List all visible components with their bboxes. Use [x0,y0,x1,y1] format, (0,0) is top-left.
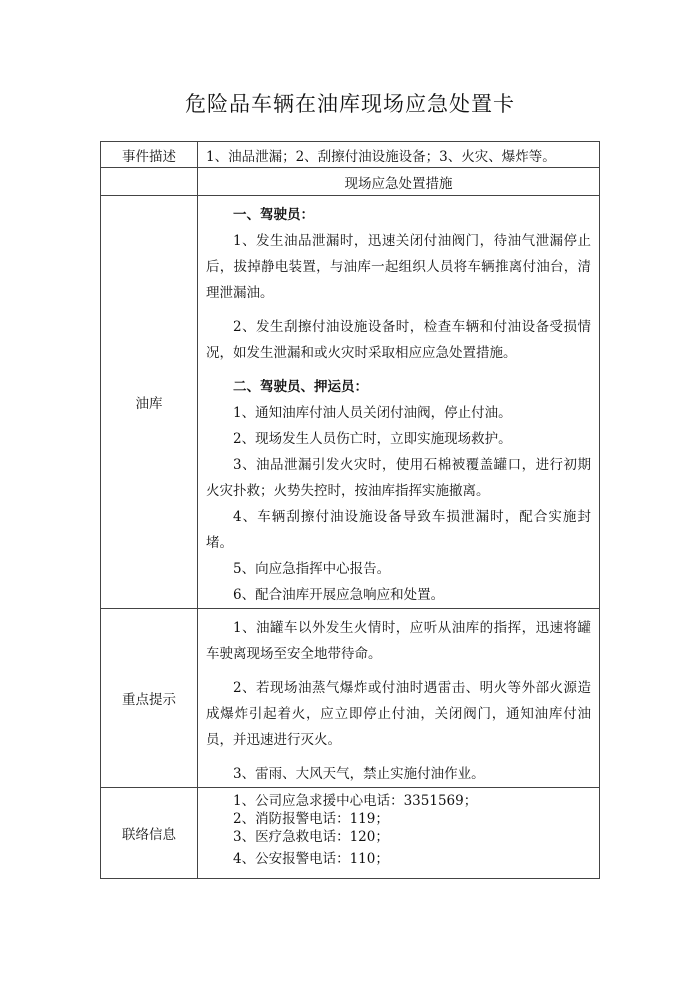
tip-item: 3、雷雨、大风天气，禁止实施付油作业。 [233,766,485,782]
section2-title: 二、驾驶员、押运员： [233,379,368,395]
tips-label: 重点提示 [101,609,198,788]
measures-header-row [101,168,600,196]
contact-label: 联络信息 [101,788,198,879]
contact-content [198,788,600,879]
event-row [101,142,600,168]
depot-row [101,196,600,609]
contact-row [101,788,600,879]
contact-item: 4、公安报警电话：110； [233,851,389,867]
section1-title: 一、驾驶员： [233,207,314,223]
section1-item: 2、发生刮擦付油设施设备时，检查车辆和付油设备受损情况，如发生泄漏和或火灾时采取相应应急处置措施。 [206,319,591,361]
measures-header: 现场应急处置措施 [198,168,600,196]
depot-label: 油库 [101,196,198,609]
section2-item: 6、配合油库开展应急响应和处置。 [233,587,445,603]
tip-item: 2、若现场油蒸气爆炸或付油时遇雷击、明火等外部火源造成爆炸引起着火，应立即停止付油，关闭阀门，通知油库付油员，并迅速进行灭火。 [206,680,591,748]
tip-item: 1、油罐车以外发生火情时，应听从油库的指挥，迅速将罐车驶离现场至安全地带待命。 [206,620,591,662]
depot-content [198,196,600,609]
emergency-card-table [100,141,600,879]
tips-row [101,609,600,788]
section2-item: 2、现场发生人员伤亡时，立即实施现场救护。 [233,431,512,447]
event-label: 事件描述 [101,142,198,168]
contact-item: 1、公司应急求援中心电话：3351569； [233,793,478,809]
page-title: 危险品车辆在油库现场应急处置卡 [185,92,515,116]
section2-item: 3、油品泄漏引发火灾时，使用石棉被覆盖罐口，进行初期火灾扑救；火势失控时，按油库指挥实施撤离。 [206,457,591,499]
measures-header-blank [101,168,198,196]
contact-item: 3、医疗急救电话：120； [233,829,389,845]
tips-content [198,609,600,788]
section1-item: 1、发生油品泄漏时，迅速关闭付油阀门，待油气泄漏停止后，拔掉静电装置，与油库一起组织人员将车辆推离付油台，清理泄漏油。 [206,233,591,301]
contact-item: 2、消防报警电话：119； [233,811,389,827]
section2-item: 4、车辆刮擦付油设施设备导致车损泄漏时，配合实施封堵。 [206,509,591,551]
section2-item: 5、向应急指挥中心报告。 [233,561,391,577]
event-text: 1、油品泄漏；2、刮擦付油设施设备；3、火灾、爆炸等。 [198,142,600,168]
section2-item: 1、通知油库付油人员关闭付油阀，停止付油。 [233,405,512,421]
